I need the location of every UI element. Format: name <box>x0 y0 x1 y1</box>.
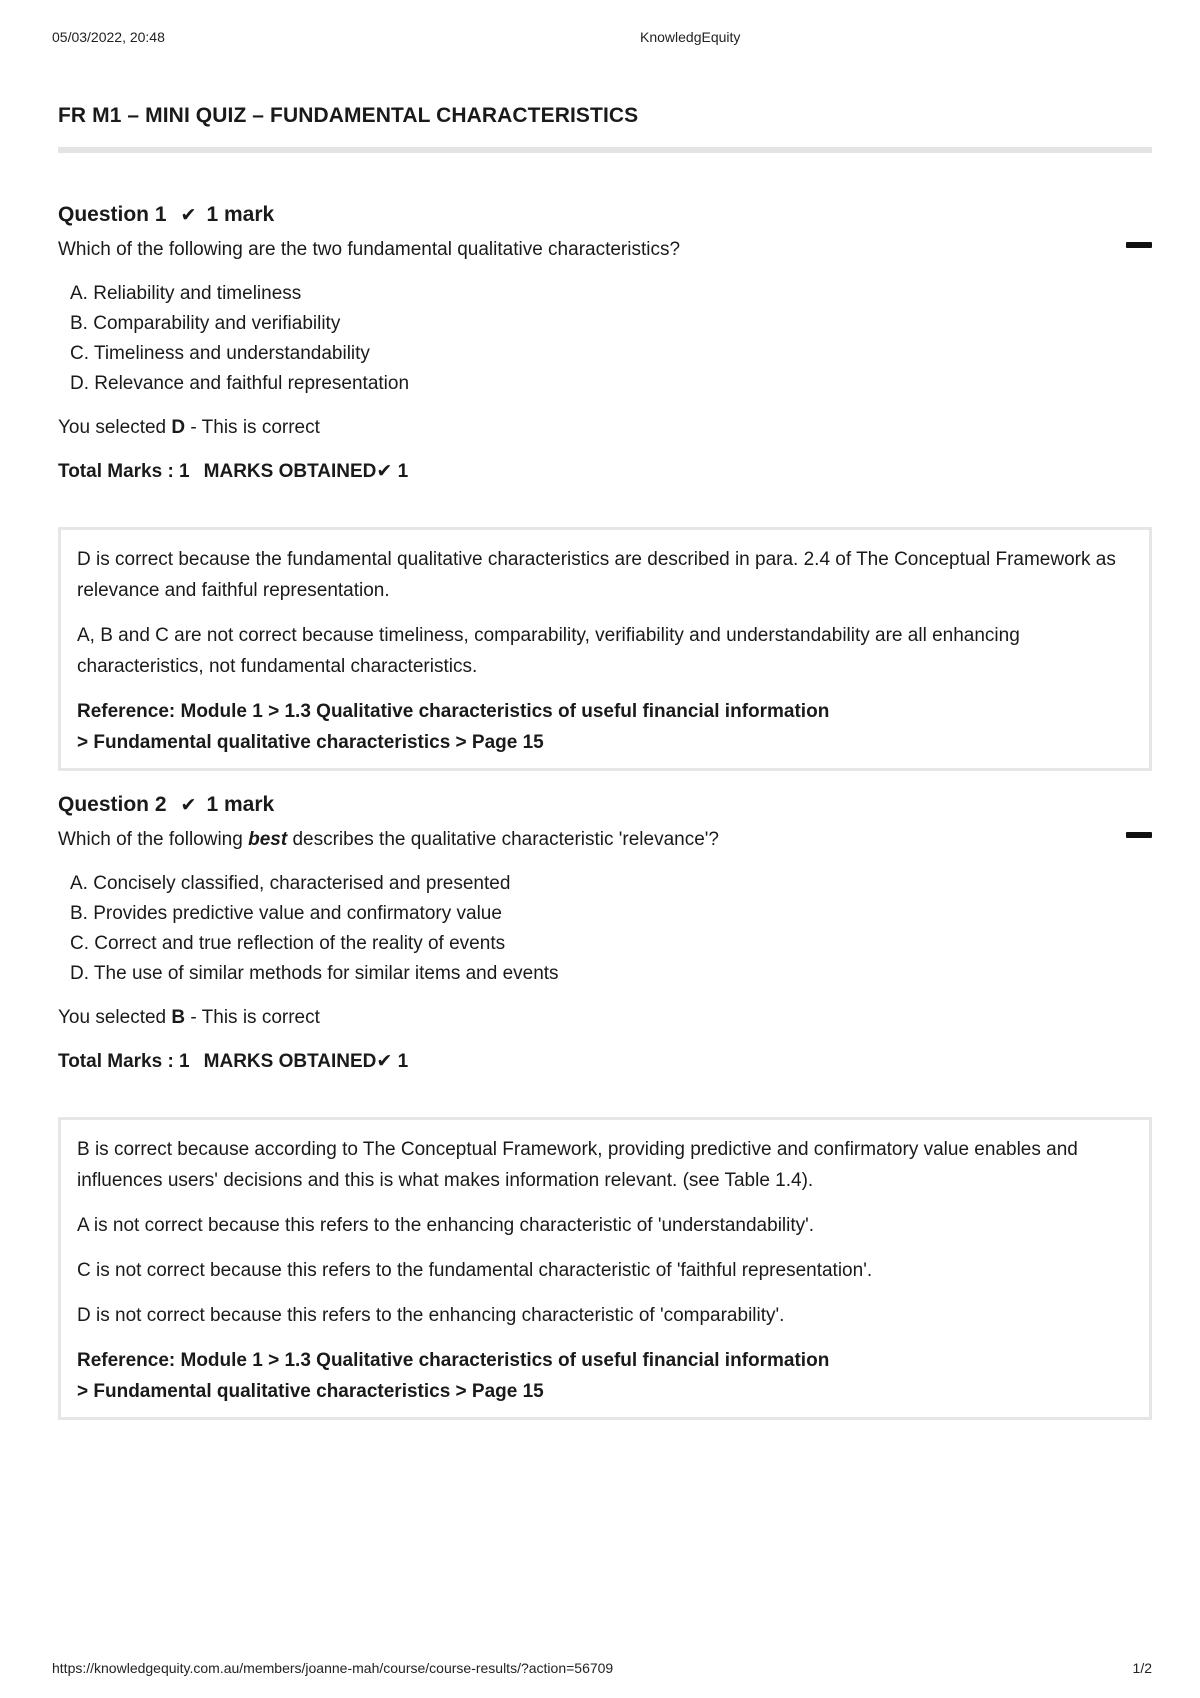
selected-suffix: - This is correct <box>185 417 320 438</box>
minus-icon <box>1126 832 1152 838</box>
explanation-paragraph: B is correct because according to The Conceptual Framework, providing predictive and confirmatory value enables and influences users' decisions and this is what makes information relevant. (see Table 1.4). <box>77 1139 1078 1191</box>
reference-line-1: Reference: Module 1 > 1.3 Qualitative characteristics of useful financial information <box>77 701 830 722</box>
question-title: Question 2 <box>58 793 167 816</box>
reference <box>77 1345 1133 1407</box>
check-icon: ✔ <box>180 795 197 816</box>
selected-answer <box>58 1003 1152 1033</box>
option-b: B. Comparability and verifiability <box>70 313 341 334</box>
title-divider <box>58 147 1152 153</box>
page-number: 1/2 <box>1132 1660 1152 1676</box>
selected-suffix: - This is correct <box>185 1007 320 1028</box>
question-text <box>58 829 1152 855</box>
selected-letter: D <box>171 417 186 438</box>
question-header <box>58 203 1152 233</box>
question-2 <box>58 793 1152 1077</box>
print-datetime: 05/03/2022, 20:48 <box>52 29 165 45</box>
question-1 <box>58 203 1152 487</box>
explanation-paragraph: C is not correct because this refers to the fundamental characteristic of 'faithful representation'. <box>77 1260 873 1281</box>
explanation-box-2 <box>58 1117 1152 1420</box>
check-icon: ✔ <box>376 461 393 482</box>
question-mark: 1 mark <box>206 793 275 816</box>
marks-obtained-label: MARKS OBTAINED <box>203 461 377 482</box>
question-mark: 1 mark <box>206 203 275 226</box>
collapse-button[interactable] <box>1126 235 1152 255</box>
check-icon: ✔ <box>376 1051 393 1072</box>
option-d: D. The use of similar methods for similar items and events <box>70 963 559 984</box>
answer-options <box>70 869 1152 989</box>
reference-line-2: > Fundamental qualitative characteristics > Page 15 <box>77 732 544 753</box>
option-c: C. Timeliness and understandability <box>70 343 370 364</box>
total-marks: Total Marks : 1 <box>58 461 190 482</box>
option-d: D. Relevance and faithful representation <box>70 373 410 394</box>
marks-obtained-label: MARKS OBTAINED <box>203 1051 377 1072</box>
marks-obtained-value: 1 <box>397 461 409 482</box>
explanation-paragraph: D is not correct because this refers to the enhancing characteristic of 'comparability'. <box>77 1305 785 1326</box>
check-icon: ✔ <box>180 205 197 226</box>
collapse-button[interactable] <box>1126 825 1152 845</box>
selected-answer <box>58 413 1152 443</box>
reference <box>77 696 1133 758</box>
option-b: B. Provides predictive value and confirmatory value <box>70 903 502 924</box>
page-title: FR M1 – MINI QUIZ – FUNDAMENTAL CHARACTERISTICS <box>58 104 639 127</box>
question-text-emphasis: best <box>248 829 288 850</box>
marks-obtained-value: 1 <box>397 1051 409 1072</box>
question-text-after: describes the qualitative characteristic 'relevance'? <box>287 829 719 850</box>
option-c: C. Correct and true reflection of the reality of events <box>70 933 506 954</box>
question-text-content: Which of the following are the two fundamental qualitative characteristics? <box>58 239 681 260</box>
explanation-paragraph: A, B and C are not correct because timeliness, comparability, verifiability and understandability are all enhancing characteristics, not fundamental characteristics. <box>77 625 1020 677</box>
question-text <box>58 239 1152 265</box>
option-a: A. Concisely classified, characterised and presented <box>70 873 511 894</box>
reference-line-2: > Fundamental qualitative characteristics > Page 15 <box>77 1381 544 1402</box>
page-url: https://knowledgequity.com.au/members/joanne-mah/course/course-results/?action=56709 <box>52 1660 614 1676</box>
minus-icon <box>1126 242 1152 248</box>
question-header <box>58 793 1152 823</box>
total-marks: Total Marks : 1 <box>58 1051 190 1072</box>
selected-prefix: You selected <box>58 417 172 438</box>
explanation-paragraph: D is correct because the fundamental qualitative characteristics are described in para. 2.4 of The Conceptual Framework as relevance and faithful representation. <box>77 549 1116 601</box>
selected-prefix: You selected <box>58 1007 172 1028</box>
reference-line-1: Reference: Module 1 > 1.3 Qualitative characteristics of useful financial information <box>77 1350 830 1371</box>
explanation-box-1 <box>58 527 1152 771</box>
selected-letter: B <box>171 1007 186 1028</box>
answer-options <box>70 279 1152 399</box>
question-title: Question 1 <box>58 203 167 226</box>
marks-summary <box>58 457 1152 487</box>
explanation-paragraph: A is not correct because this refers to the enhancing characteristic of 'understandability'. <box>77 1215 815 1236</box>
question-text-before: Which of the following <box>58 829 249 850</box>
marks-summary <box>58 1047 1152 1077</box>
print-site-name: KnowledgEquity <box>640 29 741 45</box>
option-a: A. Reliability and timeliness <box>70 283 302 304</box>
